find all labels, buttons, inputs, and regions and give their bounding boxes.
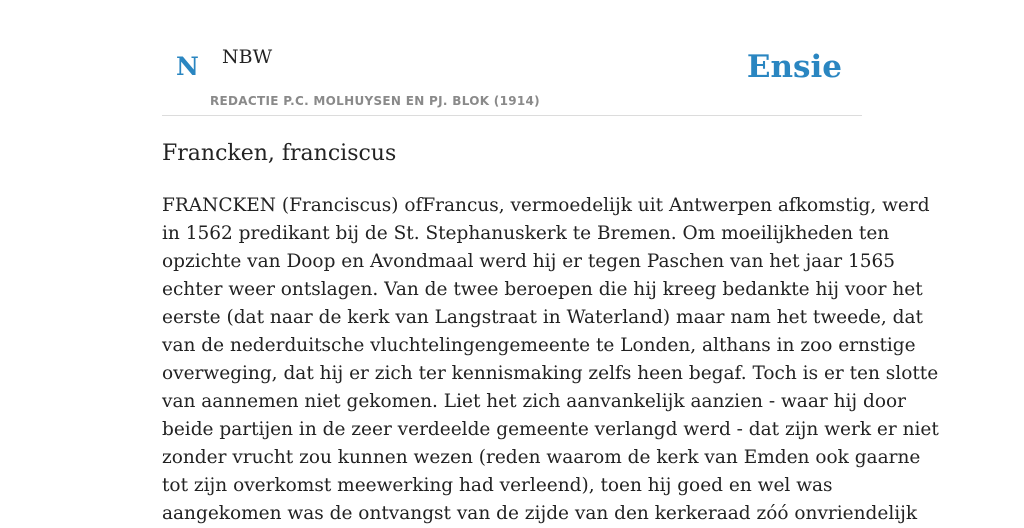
article-line: aangekomen was de ontvangst van de zijde van den kerkeraad zóó onvriendelijk: [162, 503, 918, 524]
article-line: beide partijen in de zeer verdeelde gemeente verlangd werd - dat zijn werk er niet: [162, 419, 939, 440]
article-line: zonder vrucht zou kunnen wezen (reden waarom de kerk van Emden ook gaarne: [162, 447, 921, 468]
article-line: van de nederduitsche vluchtelingengemeente te Londen, althans in zoo ernstige: [162, 335, 916, 356]
source-logo-link[interactable]: N: [176, 52, 199, 81]
content-container: [162, 0, 939, 524]
article-line: eerste (dat naar de kerk van Langstraat in Waterland) maar nam het tweede, dat: [162, 307, 923, 328]
article-body: [162, 192, 939, 528]
article-line: opzichte van Doop en Avondmaal werd hij er tegen Paschen van het jaar 1565: [162, 251, 896, 272]
page-header: [162, 0, 862, 116]
article-line: echter weer ontslagen. Van de twee beroepen die hij kreeg bedankte hij voor het: [162, 279, 923, 300]
source-subtitle: REDACTIE P.C. MOLHUYSEN EN PJ. BLOK (1914): [210, 94, 540, 108]
article-line: in 1562 predikant bij de St. Stephanuskerk te Bremen. Om moeilijkheden ten: [162, 223, 890, 244]
article-title: Francken, franciscus: [162, 141, 397, 166]
ensie-logo-link[interactable]: Ensie: [746, 49, 842, 85]
article-line: tot zijn overkomst meewerking had verleend), toen hij goed en wel was: [162, 475, 833, 496]
article-line: FRANCKEN (Franciscus) ofFrancus, vermoedelijk uit Antwerpen afkomstig, werd: [162, 195, 930, 216]
article-line: overweging, dat hij er zich ter kennismaking zelfs heen begaf. Toch is er ten slotte: [162, 363, 939, 384]
article-line: van aannemen niet gekomen. Liet het zich aanvankelijk aanzien - waar hij door: [162, 391, 906, 412]
source-name: NBW: [222, 46, 273, 68]
